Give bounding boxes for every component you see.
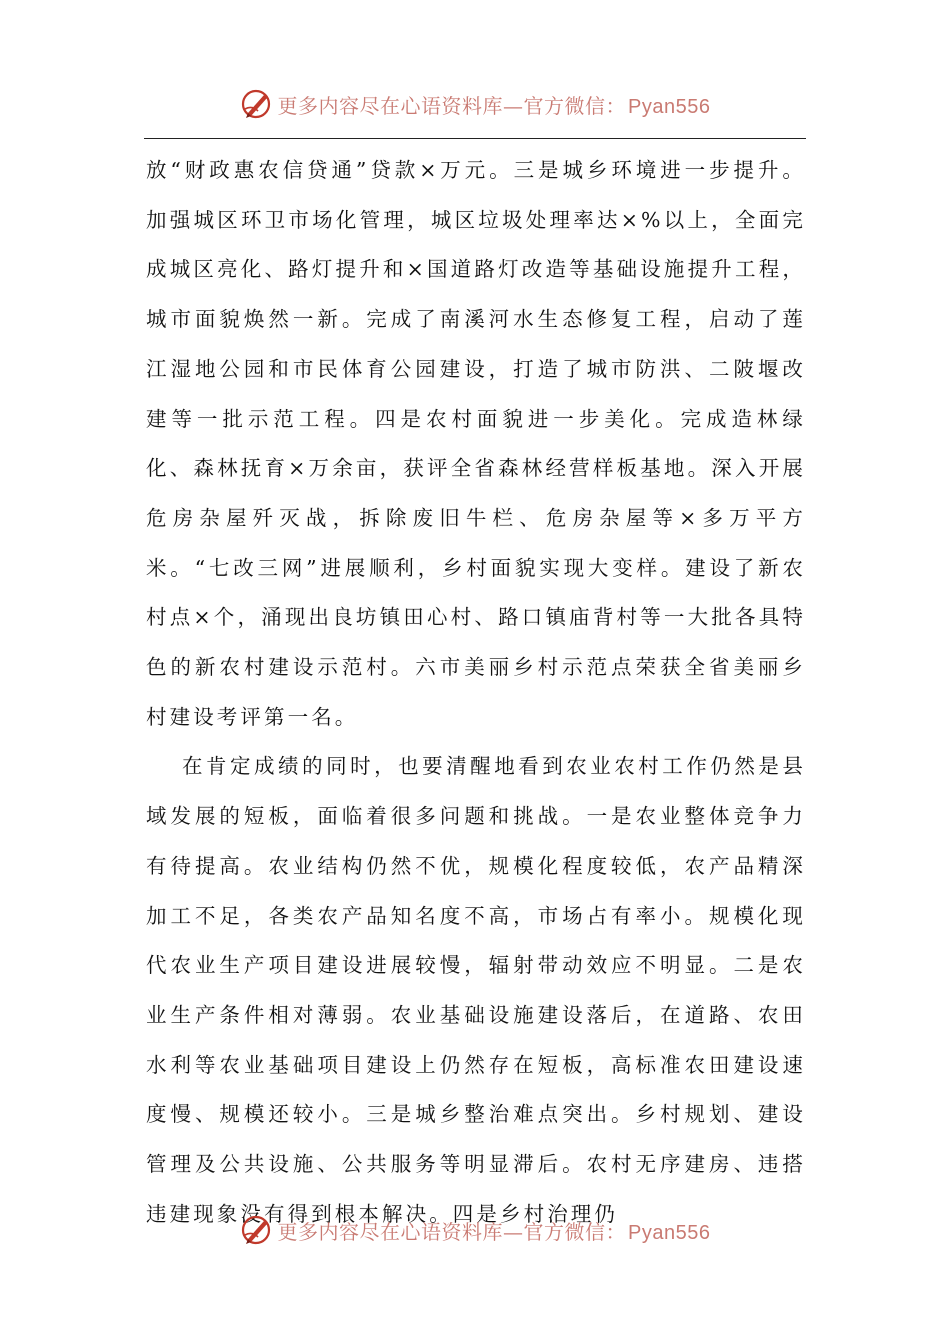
writing-pen-logo-icon <box>240 87 274 121</box>
banner-label: 更多内容尽在心语资料库—官方微信： <box>277 93 627 118</box>
writing-pen-logo-icon <box>240 1213 274 1247</box>
footer-banner <box>0 1210 950 1250</box>
document-body <box>146 146 806 1239</box>
wechat-id: Pyan556 <box>628 1221 711 1244</box>
paragraph-1: 放“财政惠农信贷通”贷款×万元。三是城乡环境进一步提升。加强城区环卫市场化管理，城区垃圾处理率达×%以上，全面完成城区亮化、路灯提升和×国道路灯改造等基础设施提升工程，城市面貌焕然一新。完成了南溪河水生态修复工程，启动了莲江湿地公园和市民体育公园建设，打造了城市防洪、二陂堰改建等一批示范工程。四是农村面貌进一步美化。完成造林绿化、森林抚育×万余亩，获评全省森林经营样板基地。深入开展危房杂屋歼灭战，拆除废旧牛栏、危房杂屋等×多万平方米。“七改三网”进展顺利，乡村面貌实现大变样。建设了新农村点×个，涌现出良坊镇田心村、路口镇庙背村等一大批各具特色的新农村建设示范村。六市美丽乡村示范点荣获全省美丽乡村建设考评第一名。 <box>146 158 806 729</box>
banner-text <box>278 90 711 119</box>
banner-label: 更多内容尽在心语资料库—官方微信： <box>277 1219 627 1244</box>
wechat-id: Pyan556 <box>628 95 711 118</box>
header-divider <box>144 138 806 139</box>
header-banner <box>0 84 950 124</box>
banner-text <box>278 1216 711 1245</box>
paragraph-2: 在肯定成绩的同时，也要清醒地看到农业农村工作仍然是县域发展的短板，面临着很多问题和挑战。一是农业整体竞争力有待提高。农业结构仍然不优，规模化程度较低，农产品精深加工不足，各类农产品知名度不高，市场占有率小。规模化现代农业生产项目建设进展较慢，辐射带动效应不明显。二是农业生产条件相对薄弱。农业基础设施建设落后，在道路、农田水利等农业基础项目建设上仍然存在短板，高标准农田建设速度慢、规模还较小。三是城乡整治难点突出。乡村规划、建设管理及公共设施、公共服务等明显滞后。农村无序建房、违搭违建现象没有得到根本解决。四是乡村治理仍 <box>146 754 806 1226</box>
